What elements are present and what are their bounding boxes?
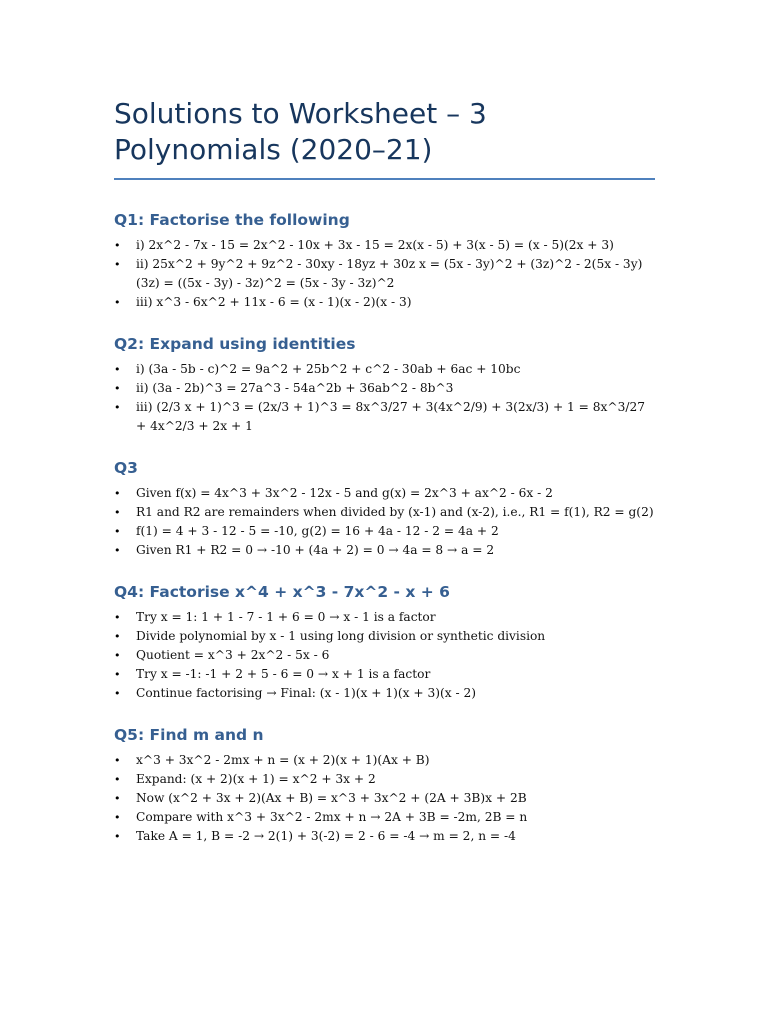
bullet-list	[114, 751, 655, 846]
bullet-icon: •	[114, 649, 121, 662]
list-item	[114, 627, 655, 646]
bullet-icon: •	[114, 773, 121, 786]
list-item	[114, 503, 655, 522]
list-item	[114, 293, 655, 312]
bullet-icon: •	[114, 792, 121, 805]
list-item-text: ii) 25x^2 + 9y^2 + 9z^2 - 30xy - 18yz + 30z x = (5x - 3y)^2 + (3z)^2 - 2(5x - 3y)(3z) = ((5x - 3y) - 3z)^2 = (5x - 3y - 3z)^2	[136, 257, 643, 290]
list-item-text: Take A = 1, B = -2 → 2(1) + 3(-2) = 2 - 6 = -4 → m = 2, n = -4	[136, 829, 516, 843]
list-item	[114, 522, 655, 541]
bullet-icon: •	[114, 258, 121, 271]
list-item	[114, 255, 655, 293]
section-q4	[114, 582, 655, 703]
section-q5	[114, 725, 655, 846]
section-heading: Q1: Factorise the following	[114, 211, 350, 229]
bullet-icon: •	[114, 401, 121, 414]
title-divider	[114, 178, 655, 180]
bullet-list	[114, 484, 655, 560]
list-item	[114, 751, 655, 770]
bullet-icon: •	[114, 544, 121, 557]
bullet-icon: •	[114, 363, 121, 376]
list-item-text: Continue factorising → Final: (x - 1)(x + 1)(x + 3)(x - 2)	[136, 686, 476, 700]
bullet-icon: •	[114, 487, 121, 500]
list-item	[114, 684, 655, 703]
list-item	[114, 360, 655, 379]
list-item-text: x^3 + 3x^2 - 2mx + n = (x + 2)(x + 1)(Ax + B)	[136, 753, 430, 767]
section-q2	[114, 334, 655, 436]
list-item	[114, 646, 655, 665]
bullet-icon: •	[114, 754, 121, 767]
bullet-icon: •	[114, 811, 121, 824]
list-item	[114, 789, 655, 808]
list-item	[114, 484, 655, 503]
list-item	[114, 379, 655, 398]
page-title: Solutions to Worksheet – 3 Polynomials (2020–21)	[114, 97, 487, 166]
bullet-icon: •	[114, 830, 121, 843]
section-heading: Q3	[114, 459, 138, 477]
list-item-text: iii) x^3 - 6x^2 + 11x - 6 = (x - 1)(x - 2)(x - 3)	[136, 295, 412, 309]
bullet-list	[114, 608, 655, 703]
list-item-text: R1 and R2 are remainders when divided by (x-1) and (x-2), i.e., R1 = f(1), R2 = g(2)	[136, 505, 654, 519]
list-item-text: Compare with x^3 + 3x^2 - 2mx + n → 2A + 3B = -2m, 2B = n	[136, 810, 528, 824]
bullet-icon: •	[114, 239, 121, 252]
list-item	[114, 541, 655, 560]
list-item-text: Quotient = x^3 + 2x^2 - 5x - 6	[136, 648, 330, 662]
list-item-text: Expand: (x + 2)(x + 1) = x^2 + 3x + 2	[136, 772, 376, 786]
section-q3	[114, 458, 655, 560]
bullet-icon: •	[114, 668, 121, 681]
section-heading: Q5: Find m and n	[114, 726, 264, 744]
list-item-text: Try x = 1: 1 + 1 - 7 - 1 + 6 = 0 → x - 1 is a factor	[136, 610, 436, 624]
list-item-text: Try x = -1: -1 + 2 + 5 - 6 = 0 → x + 1 is a factor	[136, 667, 431, 681]
bullet-icon: •	[114, 296, 121, 309]
bullet-list	[114, 360, 655, 436]
bullet-icon: •	[114, 525, 121, 538]
section-q1	[114, 210, 655, 312]
bullet-icon: •	[114, 687, 121, 700]
list-item	[114, 236, 655, 255]
list-item-text: f(1) = 4 + 3 - 12 - 5 = -10, g(2) = 16 + 4a - 12 - 2 = 4a + 2	[136, 524, 499, 538]
bullet-list	[114, 236, 655, 312]
list-item-text: Given f(x) = 4x^3 + 3x^2 - 12x - 5 and g(x) = 2x^3 + ax^2 - 6x - 2	[136, 486, 553, 500]
bullet-icon: •	[114, 506, 121, 519]
section-heading: Q2: Expand using identities	[114, 335, 356, 353]
list-item	[114, 608, 655, 627]
document-body	[114, 96, 655, 868]
list-item	[114, 808, 655, 827]
list-item	[114, 827, 655, 846]
list-item	[114, 665, 655, 684]
list-item-text: i) 2x^2 - 7x - 15 = 2x^2 - 10x + 3x - 15 = 2x(x - 5) + 3(x - 5) = (x - 5)(2x + 3)	[136, 238, 614, 252]
list-item	[114, 770, 655, 789]
list-item-text: Now (x^2 + 3x + 2)(Ax + B) = x^3 + 3x^2 + (2A + 3B)x + 2B	[136, 791, 527, 805]
list-item-text: iii) (2/3 x + 1)^3 = (2x/3 + 1)^3 = 8x^3/27 + 3(4x^2/9) + 3(2x/3) + 1 = 8x^3/27 + 4x^2/3 + 2x + 1	[136, 400, 645, 433]
list-item-text: i) (3a - 5b - c)^2 = 9a^2 + 25b^2 + c^2 - 30ab + 6ac + 10bc	[136, 362, 521, 376]
bullet-icon: •	[114, 382, 121, 395]
bullet-icon: •	[114, 611, 121, 624]
list-item	[114, 398, 655, 436]
list-item-text: ii) (3a - 2b)^3 = 27a^3 - 54a^2b + 36ab^2 - 8b^3	[136, 381, 454, 395]
list-item-text: Divide polynomial by x - 1 using long division or synthetic division	[136, 629, 546, 643]
list-item-text: Given R1 + R2 = 0 → -10 + (4a + 2) = 0 → 4a = 8 → a = 2	[136, 543, 495, 557]
section-heading: Q4: Factorise x^4 + x^3 - 7x^2 - x + 6	[114, 583, 450, 601]
bullet-icon: •	[114, 630, 121, 643]
